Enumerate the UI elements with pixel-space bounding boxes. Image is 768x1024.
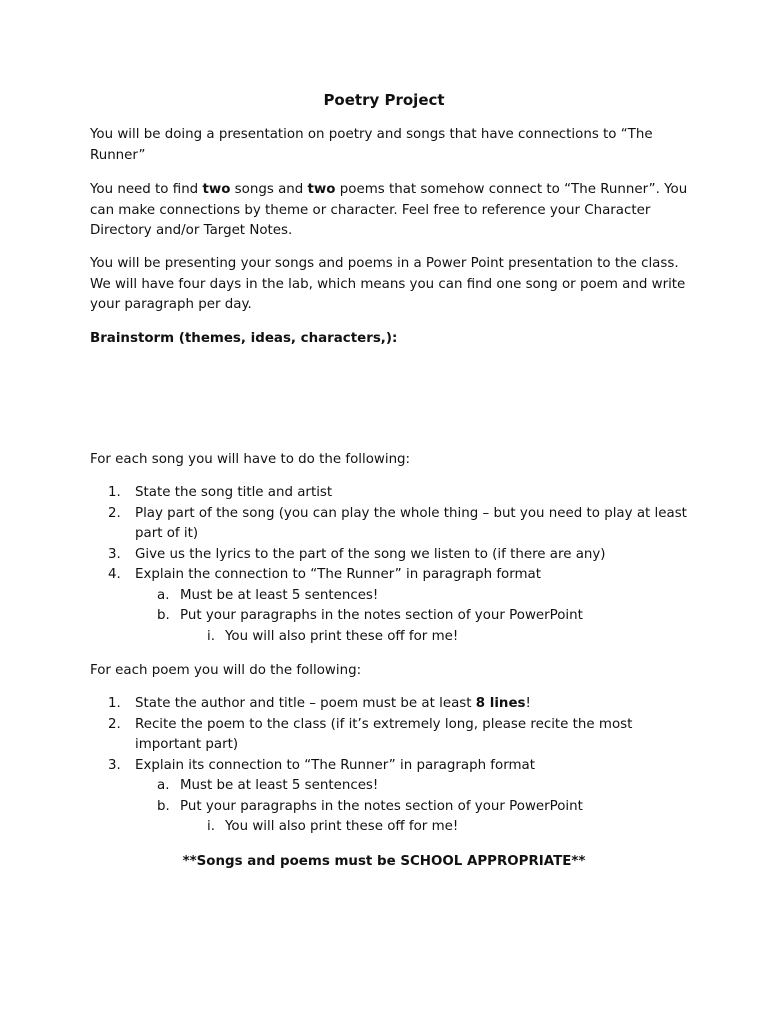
list-item-text: Give us the lyrics to the part of the song we listen to (if there are any): [135, 546, 606, 562]
page-title: Poetry Project: [323, 91, 445, 109]
list-item: [90, 715, 690, 756]
list-item-text: Explain its connection to “The Runner” in paragraph format: [135, 757, 535, 773]
list-letter: b.: [157, 798, 170, 814]
list-number: 3.: [108, 546, 121, 562]
find-text-2: songs and: [230, 182, 308, 197]
sub-list-item-text: Put your paragraphs in the notes section of your PowerPoint: [180, 798, 583, 814]
find-bold-2: two: [307, 182, 336, 197]
songs-sublist: [135, 586, 690, 648]
songs-lead: For each song you will have to do the following:: [90, 452, 411, 467]
sub-list-item-text: Must be at least 5 sentences!: [180, 587, 379, 603]
subsub-list-item: [180, 627, 690, 648]
songs-subsublist: [180, 627, 690, 648]
sub-list-item: [135, 776, 690, 797]
sub-list-item-text: Put your paragraphs in the notes section of your PowerPoint: [180, 608, 583, 623]
list-item-text: Recite the poem to the class (if it’s extremely long, please recite the most important part): [135, 716, 633, 752]
songs-list: [90, 483, 690, 647]
list-letter: b.: [157, 608, 170, 623]
list-item-text: State the song title and artist: [135, 485, 333, 500]
present-paragraph: You will be presenting your songs and poems in a Power Point presentation to the class. We will have four days in the lab, which means you can find one song or poem and write your paragraph per day.: [90, 256, 686, 312]
list-item: [90, 694, 690, 715]
poems-list: [90, 694, 690, 838]
list-item-text: State the author and title – poem must be at least: [135, 696, 476, 711]
sub-list-item: [135, 797, 690, 838]
appropriate-note: **Songs and poems must be SCHOOL APPROPRIATE**: [182, 854, 586, 869]
brainstorm-heading: Brainstorm (themes, ideas, characters,):: [90, 331, 398, 346]
list-item: [90, 504, 690, 545]
subsub-list-item: [180, 817, 690, 838]
list-item-text: !: [525, 696, 531, 711]
list-item-text: Explain the connection to “The Runner” in paragraph format: [135, 567, 542, 582]
poems-lead: For each poem you will do the following:: [90, 663, 362, 678]
find-paragraph: [90, 180, 690, 242]
list-number: 2.: [108, 716, 121, 732]
sub-list-item-text: Must be at least 5 sentences!: [180, 778, 379, 793]
list-item-text: Play part of the song (you can play the whole thing – but you need to play at least part of it): [135, 505, 687, 541]
list-number: 2.: [108, 505, 121, 521]
list-number: 1.: [108, 485, 121, 500]
poems-sublist: [135, 776, 690, 838]
list-letter: a.: [157, 778, 170, 793]
list-item-bold: 8 lines: [475, 696, 526, 711]
find-text-3: poems that somehow connect to “The Runner”. You can make connections by theme or character. Feel free to reference your Character Directory and/or Target Notes.: [90, 182, 688, 238]
sub-list-item: [135, 586, 690, 607]
list-item: [90, 756, 690, 838]
list-item: [90, 483, 690, 504]
list-number: 3.: [108, 757, 121, 773]
subsub-list-item-text: You will also print these off for me!: [225, 628, 459, 644]
sub-list-item: [135, 606, 690, 647]
list-number: 4.: [108, 567, 121, 582]
list-number: 1.: [108, 696, 121, 711]
find-text-1: You need to find: [90, 182, 203, 197]
list-item: [90, 545, 690, 566]
find-bold-1: two: [202, 182, 231, 197]
list-roman: i.: [207, 628, 215, 644]
subsub-list-item-text: You will also print these off for me!: [225, 819, 459, 834]
poems-subsublist: [180, 817, 690, 838]
list-letter: a.: [157, 587, 170, 603]
list-item: [90, 565, 690, 647]
intro-paragraph: You will be doing a presentation on poetry and songs that have connections to “The Runner”: [90, 127, 653, 163]
list-roman: i.: [207, 819, 215, 834]
